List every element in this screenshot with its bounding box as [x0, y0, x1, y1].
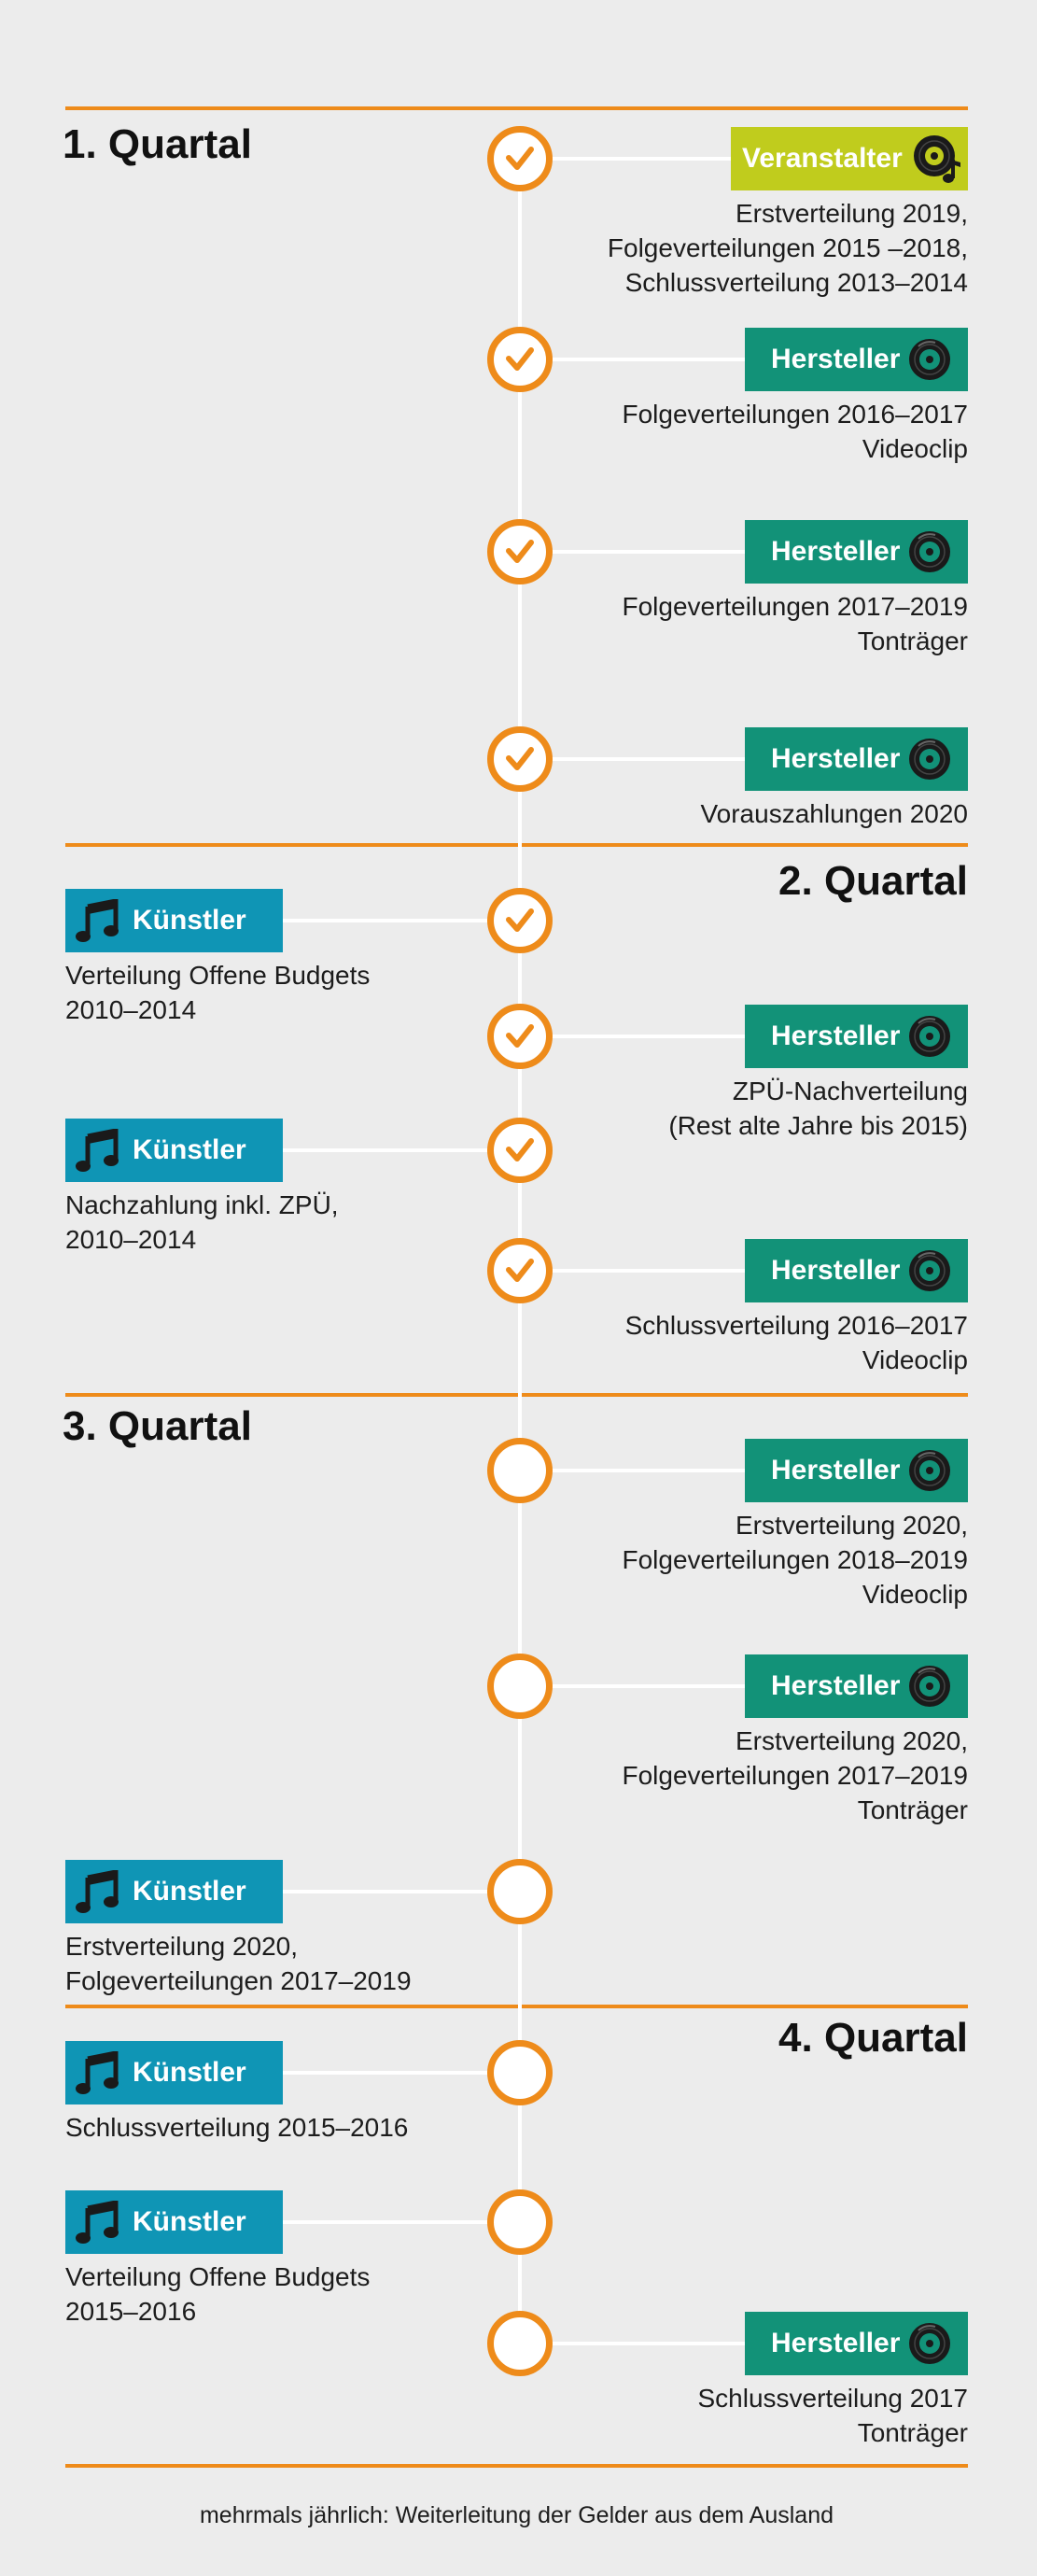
tag-label: Künstler — [133, 1876, 246, 1907]
connector-line — [546, 358, 745, 361]
tag-label: Veranstalter — [742, 143, 903, 174]
milestone-open — [487, 1438, 553, 1503]
tag-label: Künstler — [133, 1134, 246, 1165]
description-line: (Rest alte Jahre bis 2015) — [668, 1111, 968, 1140]
checkmark-icon — [503, 1133, 537, 1167]
entry-description — [622, 397, 968, 466]
music-notes-icon — [75, 2051, 121, 2094]
description-line: Folgeverteilungen 2017–2019 — [65, 1966, 412, 1995]
tag-hersteller — [745, 727, 968, 791]
entry-description — [65, 2110, 408, 2145]
connector-line — [546, 550, 745, 554]
entry-description — [608, 196, 968, 300]
tag-kuenstler — [65, 889, 283, 952]
tag-label: Hersteller — [771, 743, 901, 774]
connector-line — [546, 757, 745, 761]
connector-line — [546, 1469, 745, 1472]
description-line: Videoclip — [862, 434, 968, 463]
entry-description — [65, 958, 370, 1027]
tag-label: Künstler — [133, 2206, 246, 2237]
milestone-done — [487, 1118, 553, 1183]
milestone-done — [487, 126, 553, 191]
vinyl-record-icon — [907, 1448, 952, 1493]
description-line: Tonträger — [857, 1795, 968, 1824]
milestone-open — [487, 2311, 553, 2376]
description-line: Erstverteilung 2020, — [65, 1932, 299, 1961]
checkmark-icon — [503, 1020, 537, 1053]
connector-line — [546, 1035, 745, 1038]
connector-line — [546, 1684, 745, 1688]
tag-hersteller — [745, 328, 968, 391]
tag-hersteller — [745, 1439, 968, 1502]
description-line: ZPÜ-Nachverteilung — [732, 1077, 968, 1105]
tag-label: Hersteller — [771, 1455, 901, 1485]
music-notes-icon — [75, 2201, 121, 2244]
description-line: Schlussverteilung 2017 — [697, 2384, 968, 2413]
milestone-done — [487, 327, 553, 392]
connector-line — [283, 919, 494, 922]
tag-kuenstler — [65, 2190, 283, 2254]
description-line: Vorauszahlungen 2020 — [700, 799, 968, 828]
description-line: Erstverteilung 2020, — [735, 1511, 968, 1540]
tag-label: Hersteller — [771, 1021, 901, 1051]
tag-label: Künstler — [133, 2057, 246, 2088]
tag-hersteller — [745, 1239, 968, 1302]
connector-line — [546, 157, 731, 161]
checkmark-icon — [503, 535, 537, 569]
tag-hersteller — [745, 1005, 968, 1068]
description-line: Folgeverteilungen 2016–2017 — [622, 400, 968, 429]
music-notes-icon — [75, 899, 121, 942]
description-line: Tonträger — [857, 626, 968, 655]
description-line: Folgeverteilungen 2015 –2018, — [607, 233, 968, 262]
entry-description — [65, 2259, 370, 2329]
connector-line — [283, 2071, 494, 2075]
tag-kuenstler — [65, 1860, 283, 1923]
quarter-1-heading: 1. Quartal — [63, 121, 252, 167]
tag-hersteller — [745, 1654, 968, 1718]
separator-q4 — [65, 2005, 968, 2008]
music-notes-icon — [75, 1129, 121, 1172]
description-line: Folgeverteilungen 2017–2019 — [622, 592, 968, 621]
vinyl-record-icon — [907, 1664, 952, 1709]
entry-description — [701, 796, 968, 831]
milestone-open — [487, 1859, 553, 1924]
vinyl-with-note-icon — [910, 132, 964, 186]
description-line: 2010–2014 — [65, 995, 197, 1024]
vinyl-record-icon — [907, 1014, 952, 1059]
music-notes-icon — [75, 1870, 121, 1913]
vinyl-record-icon — [907, 337, 952, 382]
description-line: Videoclip — [862, 1345, 968, 1374]
tag-label: Hersteller — [771, 344, 901, 374]
connector-line — [283, 1148, 494, 1152]
checkmark-icon — [503, 1254, 537, 1288]
quarter-3-heading: 3. Quartal — [63, 1403, 252, 1449]
tag-hersteller — [745, 2312, 968, 2375]
description-line: Schlussverteilung 2016–2017 — [624, 1311, 968, 1340]
tag-label: Hersteller — [771, 536, 901, 567]
entry-description — [65, 1929, 412, 1998]
description-line: 2010–2014 — [65, 1225, 197, 1254]
entry-description — [697, 2381, 968, 2450]
milestone-open — [487, 2189, 553, 2255]
entry-description — [622, 1724, 968, 1827]
connector-line — [546, 1269, 745, 1273]
tag-kuenstler — [65, 2041, 283, 2104]
separator-top — [65, 106, 968, 110]
vinyl-record-icon — [907, 2321, 952, 2366]
tag-hersteller — [745, 520, 968, 584]
milestone-done — [487, 1004, 553, 1069]
tag-label: Künstler — [133, 905, 246, 936]
tag-veranstalter — [731, 127, 968, 190]
connector-line — [283, 1890, 494, 1893]
milestone-done — [487, 726, 553, 792]
entry-description — [622, 589, 968, 658]
milestone-done — [487, 1238, 553, 1303]
description-line: Verteilung Offene Budgets — [65, 2262, 371, 2291]
description-line: Schlussverteilung 2013–2014 — [624, 268, 968, 297]
description-line: Erstverteilung 2019, — [735, 199, 968, 228]
quarter-4-heading: 4. Quartal — [778, 2015, 968, 2061]
tag-label: Hersteller — [771, 1255, 901, 1286]
description-line: Erstverteilung 2020, — [735, 1726, 968, 1755]
milestone-done — [487, 519, 553, 584]
checkmark-icon — [503, 904, 537, 937]
vinyl-record-icon — [907, 529, 952, 574]
tag-kuenstler — [65, 1119, 283, 1182]
checkmark-icon — [503, 343, 537, 376]
footer-note: mehrmals jährlich: Weiterleitung der Gelder aus dem Ausland — [199, 2502, 834, 2528]
tag-label: Hersteller — [771, 1670, 901, 1701]
milestone-open — [487, 1654, 553, 1719]
description-line: Schlussverteilung 2015–2016 — [65, 2113, 409, 2142]
vinyl-record-icon — [907, 1248, 952, 1293]
entry-description — [622, 1508, 968, 1612]
entry-description — [65, 1188, 339, 1257]
quarter-2-heading: 2. Quartal — [778, 858, 968, 904]
checkmark-icon — [503, 142, 537, 176]
connector-line — [546, 2342, 745, 2345]
entry-description — [625, 1308, 968, 1377]
separator-q3 — [65, 1393, 968, 1397]
separator-bottom — [65, 2464, 968, 2468]
description-line: Nachzahlung inkl. ZPÜ, — [65, 1190, 339, 1219]
separator-q2 — [65, 843, 968, 847]
description-line: Folgeverteilungen 2018–2019 — [622, 1545, 968, 1574]
description-line: Videoclip — [862, 1580, 968, 1609]
vinyl-record-icon — [907, 737, 952, 781]
connector-line — [283, 2220, 494, 2224]
milestone-done — [487, 888, 553, 953]
milestone-open — [487, 2040, 553, 2105]
description-line: Tonträger — [857, 2418, 968, 2447]
tag-label: Hersteller — [771, 2328, 901, 2358]
entry-description — [668, 1074, 968, 1143]
description-line: Folgeverteilungen 2017–2019 — [622, 1761, 968, 1790]
description-line: 2015–2016 — [65, 2297, 197, 2326]
checkmark-icon — [503, 742, 537, 776]
description-line: Verteilung Offene Budgets — [65, 961, 371, 990]
